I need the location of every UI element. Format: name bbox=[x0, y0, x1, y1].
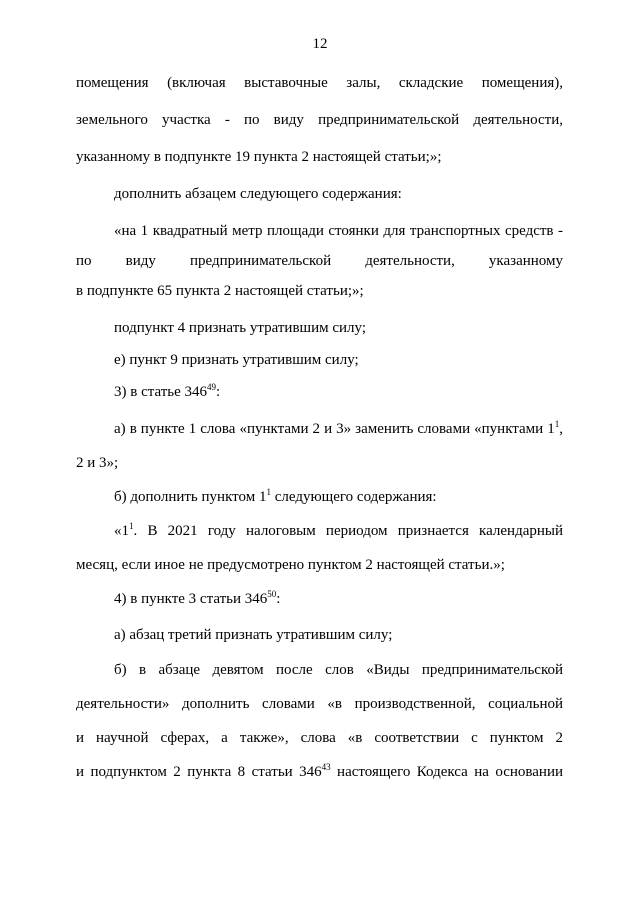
superscript: 50 bbox=[267, 589, 277, 599]
text-line-4: дополнить абзацем следующего содержания: bbox=[114, 186, 402, 202]
text-line-14-main: «1 bbox=[114, 523, 129, 539]
text-line-18: б) в абзаце девятом после слов «Виды предпринимательской bbox=[114, 662, 563, 678]
text-line-2: земельного участка - по виду предпринимательской деятельности, bbox=[76, 112, 563, 128]
text-line-6: по виду предпринимательской деятельности, указанному bbox=[76, 253, 563, 269]
text-line-5: «на 1 квадратный метр площади стоянки для транспортных средств - bbox=[114, 223, 563, 239]
text-line-16 bbox=[114, 590, 563, 608]
text-line-7: в подпункте 65 пункта 2 настоящей статьи;»; bbox=[76, 283, 364, 299]
text-line-13-after: следующего содержания: bbox=[270, 489, 437, 505]
page-number: 12 bbox=[312, 36, 328, 52]
text-line-16-after: : bbox=[276, 591, 281, 607]
text-line-12: 2 и 3»; bbox=[76, 455, 119, 471]
text-line-14-after: . В 2021 году налоговым периодом признается календарный bbox=[133, 523, 563, 539]
superscript: 43 bbox=[321, 762, 331, 772]
text-line-21-main: и подпунктом 2 пункта 8 статьи 346 bbox=[76, 764, 322, 780]
superscript: 49 bbox=[207, 382, 217, 392]
text-line-17: а) абзац третий признать утратившим силу; bbox=[114, 627, 393, 643]
text-line-1: помещения (включая выставочные залы, складские помещения), bbox=[76, 75, 563, 91]
text-line-16-main: 4) в пункте 3 статьи 346 bbox=[114, 591, 268, 607]
text-line-11 bbox=[114, 420, 563, 438]
text-line-20: и научной сферах, а также», слова «в соответствии с пунктом 2 bbox=[76, 730, 563, 746]
text-line-3: указанному в подпункте 19 пункта 2 настоящей статьи;»; bbox=[76, 149, 442, 165]
text-line-19: деятельности» дополнить словами «в производственной, социальной bbox=[76, 696, 563, 712]
text-line-8: подпункт 4 признать утратившим силу; bbox=[114, 320, 366, 336]
text-line-10 bbox=[114, 383, 563, 401]
superscript: 1 bbox=[129, 521, 134, 531]
text-line-11-after: , bbox=[559, 421, 563, 437]
text-line-21-after: настоящего Кодекса на основании bbox=[330, 764, 564, 780]
text-line-21 bbox=[76, 763, 563, 781]
text-line-15: месяц, если иное не предусмотрено пунктом 2 настоящей статьи.»; bbox=[76, 557, 505, 573]
text-line-9: е) пункт 9 признать утратившим силу; bbox=[114, 352, 359, 368]
text-line-13 bbox=[114, 488, 563, 506]
text-line-10-after: : bbox=[216, 384, 221, 400]
text-line-10-main: 3) в статье 346 bbox=[114, 384, 208, 400]
superscript: 1 bbox=[554, 419, 560, 429]
text-line-11-main: а) в пункте 1 слова «пунктами 2 и 3» заменить словами «пунктами 1 bbox=[114, 421, 555, 437]
text-line-14 bbox=[114, 522, 563, 540]
superscript: 1 bbox=[266, 487, 271, 497]
text-line-13-main: б) дополнить пунктом 1 bbox=[114, 489, 267, 505]
